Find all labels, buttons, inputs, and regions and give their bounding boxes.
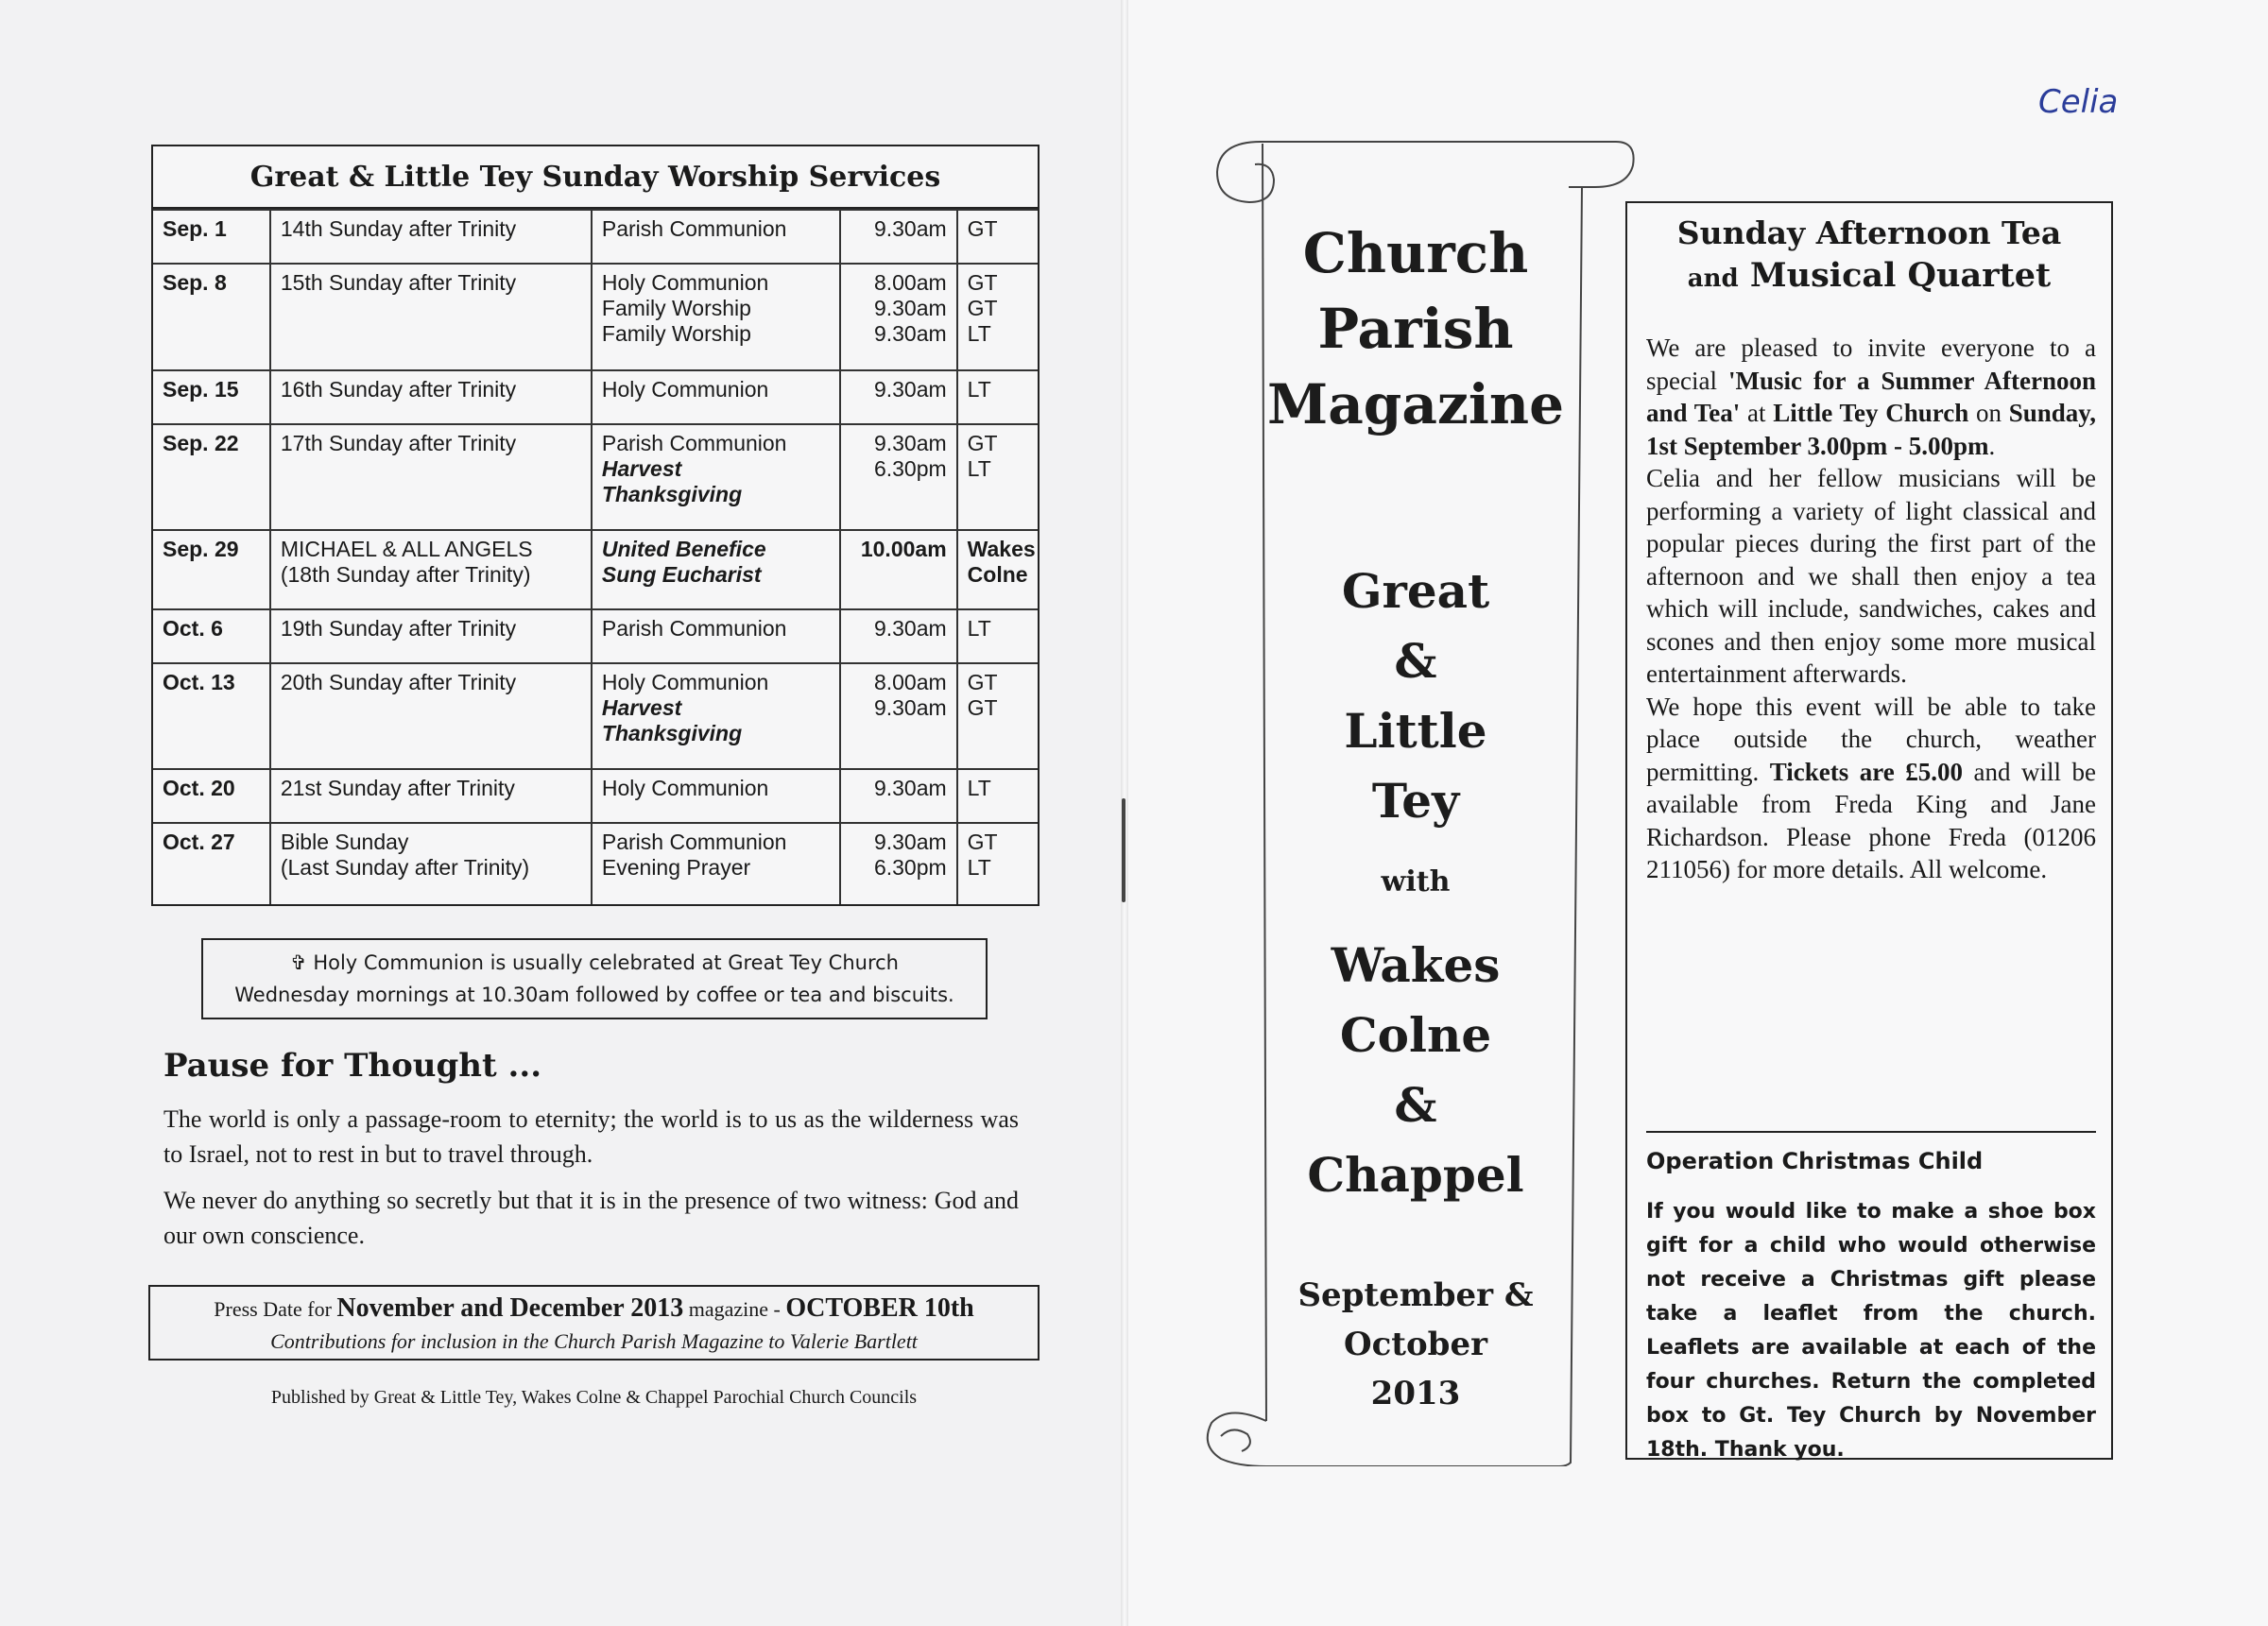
table-row: [153, 424, 1038, 530]
tea-para-2: Celia and her fellow musicians will be performing a variety of light classical and popular pieces during the first part of the afternoon and we shall then enjoy a tea which will include, sandwiches, cakes and scones and then enjoy some more musical entertainment afterwards.: [1646, 464, 2096, 688]
tea-heading: Sunday Afternoon Tea: [1676, 214, 2062, 251]
cover-with: with: [1381, 865, 1451, 899]
location-cell: GT GT LT: [957, 264, 1038, 370]
pause-for-thought-para-2: We never do anything so secretly but that it is in the presence of two witness: God and our own conscience.: [163, 1187, 1019, 1249]
time-cell: 9.30am: [840, 210, 957, 264]
service-cell: Holy Communion: [592, 370, 840, 424]
divider: [1646, 1131, 2096, 1133]
location-cell: Wakes Colne: [957, 530, 1038, 609]
table-row: [153, 210, 1038, 264]
date-cell: Sep. 22: [153, 424, 270, 530]
pause-for-thought-title: Pause for Thought ...: [163, 1047, 542, 1085]
sunday-cell: 14th Sunday after Trinity: [270, 210, 592, 264]
service-cell: Parish Communion: [592, 210, 840, 264]
service-cell: United Benefice Sung Eucharist: [592, 530, 840, 609]
service-cell: Parish Communion Harvest Thanksgiving: [592, 424, 840, 530]
cover-parish-2: Wakes Colne & Chappel: [1307, 937, 1524, 1203]
cover-date: September & October 2013: [1297, 1276, 1534, 1412]
date-cell: Oct. 27: [153, 823, 270, 904]
press-deadline: OCTOBER 10th: [785, 1293, 974, 1323]
sunday-cell: 16th Sunday after Trinity: [270, 370, 592, 424]
time-cell: 9.30am: [840, 609, 957, 663]
time-cell: 10.00am: [840, 530, 957, 609]
table-row: [153, 370, 1038, 424]
handwritten-note: Celia: [2038, 83, 2119, 121]
date-cell: Sep. 1: [153, 210, 270, 264]
table-row: [153, 769, 1038, 823]
tea-para-1: We are pleased to invite everyone to a special 'Music for a Summer Afternoon and Tea' at Little Tey Church on Sunday, 1st September 3.00pm - 5.00pm.: [1646, 334, 2097, 460]
date-cell: Sep. 29: [153, 530, 270, 609]
location-cell: LT: [957, 609, 1038, 663]
press-date-box: [148, 1285, 1040, 1361]
service-cell: Parish Communion Evening Prayer: [592, 823, 840, 904]
press-prefix: Press Date for: [214, 1297, 332, 1321]
location-cell: GT GT: [957, 663, 1038, 769]
time-cell: 8.00am 9.30am 9.30am: [840, 264, 957, 370]
cross-icon: ✞: [290, 951, 307, 974]
location-cell: GT: [957, 210, 1038, 264]
date-cell: Oct. 6: [153, 609, 270, 663]
cover-parish: Great & Little Tey: [1341, 563, 1490, 829]
date-cell: Sep. 8: [153, 264, 270, 370]
published-by: Published by Great & Little Tey, Wakes Colne & Chappel Parochial Church Councils: [270, 1387, 918, 1408]
table-row: [153, 823, 1038, 904]
location-cell: LT: [957, 769, 1038, 823]
schedule-title: Great & Little Tey Sunday Worship Services: [153, 146, 1038, 209]
sunday-cell: 20th Sunday after Trinity: [270, 663, 592, 769]
sunday-cell: 21st Sunday after Trinity: [270, 769, 592, 823]
date-cell: Sep. 15: [153, 370, 270, 424]
time-cell: 8.00am 9.30am: [840, 663, 957, 769]
holy-communion-note: [201, 938, 988, 1019]
tea-subheading: and Musical Quartet: [1687, 256, 2052, 295]
sunday-cell: MICHAEL & ALL ANGELS (18th Sunday after Trinity): [270, 530, 592, 609]
sunday-cell: 19th Sunday after Trinity: [270, 609, 592, 663]
note-line-2: Wednesday mornings at 10.30am followed by coffee or tea and biscuits.: [234, 984, 954, 1006]
tea-body: [1646, 332, 2096, 886]
sunday-cell: 15th Sunday after Trinity: [270, 264, 592, 370]
note-line-1: Holy Communion is usually celebrated at Great Tey Church: [313, 951, 899, 974]
cover-title: Church Parish Magazine: [1267, 221, 1564, 436]
staple: [1122, 798, 1125, 902]
location-cell: GT LT: [957, 424, 1038, 530]
service-cell: Parish Communion: [592, 609, 840, 663]
occ-body: If you would like to make a shoe box gift for a child who would otherwise not receive a Christmas gift please take a leaflet from the church. Leaflets are available at each of the four churches. Return the completed box to Gt. Tey Church by November 18th. Thank you.: [1646, 1200, 2096, 1462]
tea-para-3: We hope this event will be able to take place outside the church, weather permitting. Tickets are £5.00 and will be available from Freda King and Jane Richardson. Please phone Freda (01206 211056) for more details. All welcome.: [1646, 692, 2096, 883]
occ-title: Operation Christmas Child: [1646, 1148, 1984, 1174]
table-row: [153, 609, 1038, 663]
table-row: [153, 264, 1038, 370]
tea-box: [1625, 201, 2113, 1460]
pause-for-thought-para-1: The world is only a passage-room to eternity; the world is to us as the wilderness was to Israel, not to rest in but to travel through.: [163, 1105, 1019, 1168]
date-cell: Oct. 13: [153, 663, 270, 769]
time-cell: 9.30am 6.30pm: [840, 823, 957, 904]
table-row: [153, 530, 1038, 609]
press-contributions: Contributions for inclusion in the Church Parish Magazine to Valerie Bartlett: [270, 1329, 918, 1353]
date-cell: Oct. 20: [153, 769, 270, 823]
service-cell: Holy Communion: [592, 769, 840, 823]
table-row: [153, 663, 1038, 769]
location-cell: GT LT: [957, 823, 1038, 904]
time-cell: 9.30am 6.30pm: [840, 424, 957, 530]
service-cell: Holy Communion Family Worship Family Worship: [592, 264, 840, 370]
time-cell: 9.30am: [840, 769, 957, 823]
worship-schedule: [151, 145, 1040, 906]
service-cell: Holy Communion Harvest Thanksgiving: [592, 663, 840, 769]
schedule-table: [153, 209, 1038, 904]
sunday-cell: Bible Sunday (Last Sunday after Trinity): [270, 823, 592, 904]
location-cell: LT: [957, 370, 1038, 424]
sunday-cell: 17th Sunday after Trinity: [270, 424, 592, 530]
press-issue: November and December 2013: [336, 1293, 684, 1323]
press-mid: magazine -: [688, 1297, 781, 1321]
time-cell: 9.30am: [840, 370, 957, 424]
